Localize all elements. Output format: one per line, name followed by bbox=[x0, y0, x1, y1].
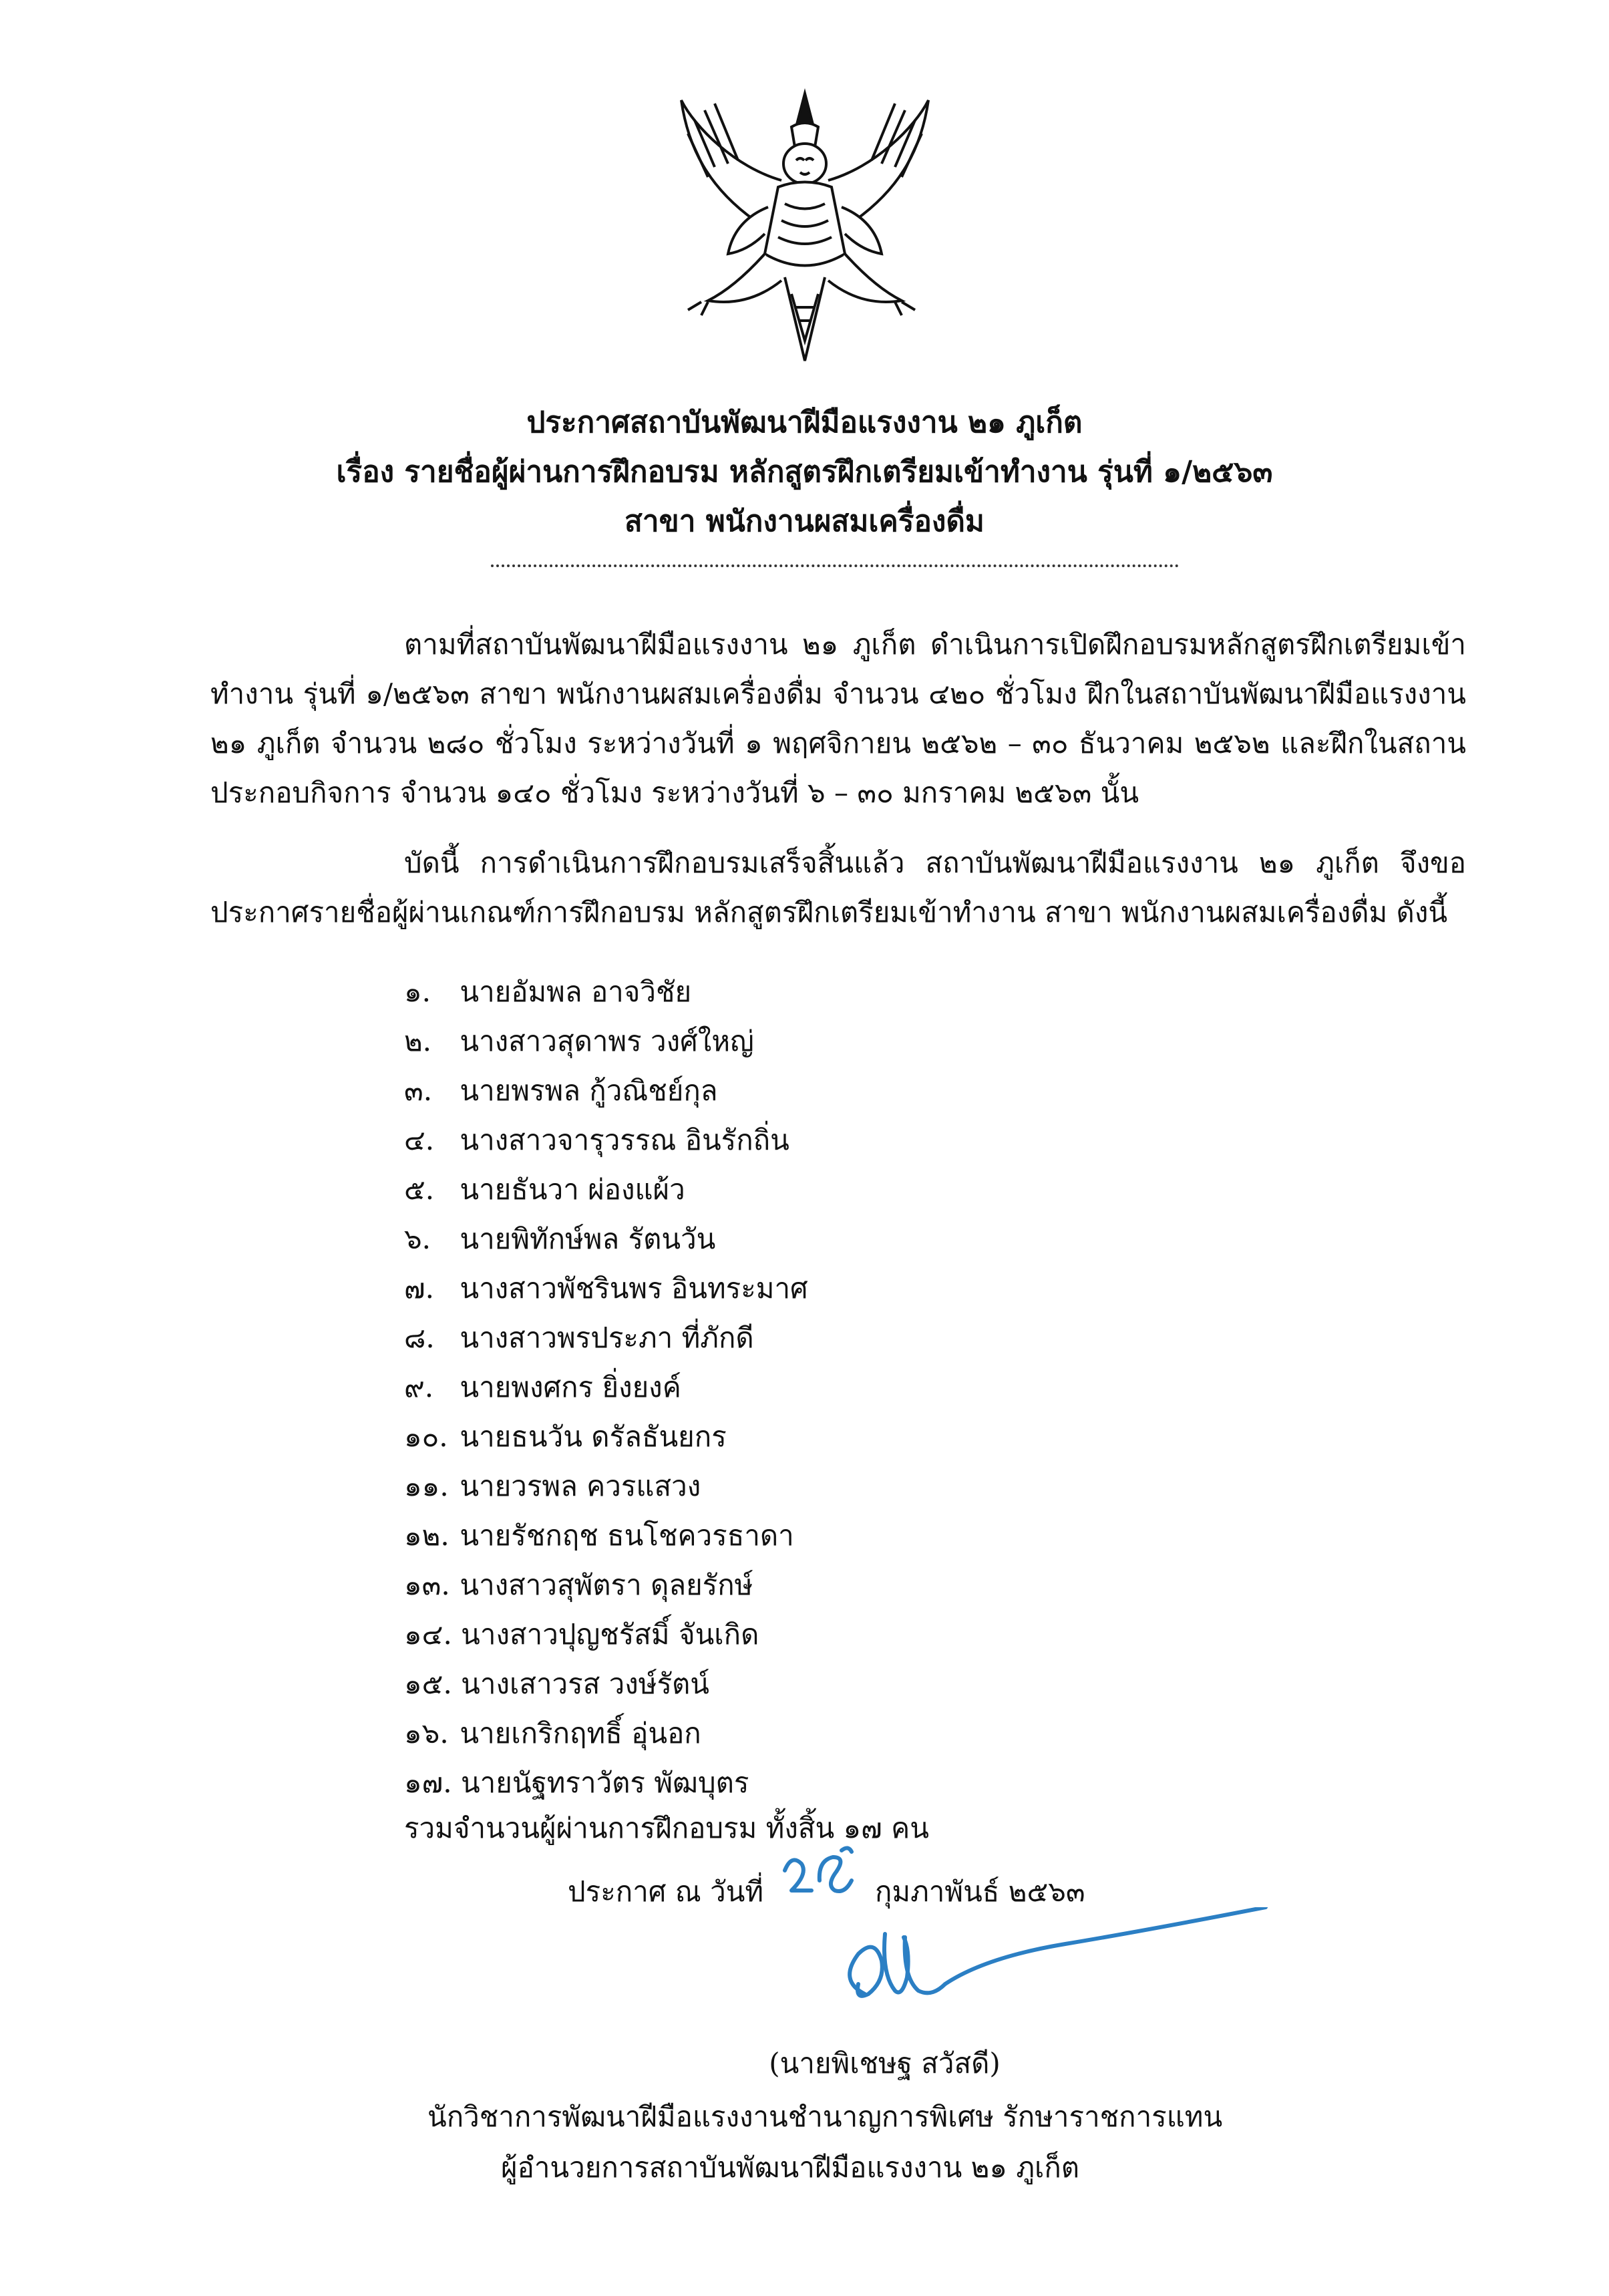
trainee-name: นางสาวพัชรินพร อินทระมาศ bbox=[460, 1272, 808, 1305]
trainee-list-item bbox=[404, 1264, 808, 1313]
trainee-list-item bbox=[404, 1511, 808, 1561]
trainee-list-item bbox=[404, 1214, 808, 1264]
trainee-name: นางเสาวรส วงษ์รัตน์ bbox=[461, 1667, 709, 1700]
trainee-list-item bbox=[404, 1363, 808, 1412]
trainee-number: ๑๖. bbox=[404, 1717, 449, 1750]
signer-position-line1: นักวิชาการพัฒนาฝีมือแรงงานชำนาญการพิเศษ รักษาราชการแทน bbox=[427, 2100, 1223, 2133]
garuda-emblem-icon bbox=[655, 87, 955, 367]
trainee-list-item bbox=[404, 1017, 808, 1066]
announcement-branch: สาขา พนักงานผสมเครื่องดื่ม bbox=[624, 504, 985, 538]
trainee-name-list bbox=[404, 967, 808, 1808]
trainee-list-item bbox=[404, 1313, 808, 1363]
announce-month-year: กุมภาพันธ์ ๒๕๖๓ bbox=[875, 1875, 1085, 1908]
intro-paragraph bbox=[210, 620, 1466, 818]
trainee-number: ๕. bbox=[404, 1173, 435, 1206]
trainee-name: นายธนวัน ดรัลธันยกร bbox=[460, 1420, 727, 1453]
trainee-list-item bbox=[404, 967, 808, 1017]
total-count-line: รวมจำนวนผู้ผ่านการฝึกอบรม ทั้งสิ้น ๑๗ คน bbox=[404, 1812, 929, 1844]
trainee-number: ๔. bbox=[404, 1124, 435, 1156]
dotted-divider bbox=[491, 564, 1179, 567]
trainee-name: นายวรพล ควรแสวง bbox=[460, 1470, 701, 1502]
result-paragraph bbox=[210, 838, 1466, 937]
trainee-list-item bbox=[404, 1758, 808, 1808]
trainee-number: ๖. bbox=[404, 1222, 431, 1255]
trainee-number: ๓. bbox=[404, 1074, 433, 1107]
trainee-list-item bbox=[404, 1066, 808, 1116]
trainee-name: นายพิทักษ์พล รัตนวัน bbox=[460, 1222, 716, 1255]
trainee-number: ๗. bbox=[404, 1272, 434, 1305]
trainee-list-item bbox=[404, 1610, 808, 1659]
trainee-list-item bbox=[404, 1659, 808, 1709]
trainee-number: ๙. bbox=[404, 1371, 434, 1404]
trainee-name: นางสาวปุญชรัสมิ์ จันเกิด bbox=[461, 1618, 759, 1651]
trainee-number: ๑๑. bbox=[404, 1470, 449, 1502]
trainee-name: นายอัมพล อาจวิชัย bbox=[460, 975, 692, 1008]
trainee-number: ๑๔. bbox=[404, 1618, 452, 1651]
signature-icon bbox=[825, 1907, 1292, 2047]
trainee-number: ๘. bbox=[404, 1321, 435, 1354]
trainee-number: ๑๒. bbox=[404, 1519, 450, 1552]
trainee-number: ๑๕. bbox=[404, 1667, 452, 1700]
handwritten-day-icon bbox=[778, 1844, 858, 1904]
trainee-name: นายเกริกฤทธิ์ อุ่นอก bbox=[460, 1717, 701, 1750]
trainee-name: นายพรพล กู้วณิชย์กุล bbox=[460, 1074, 718, 1107]
trainee-list-item bbox=[404, 1412, 808, 1462]
trainee-list-item bbox=[404, 1462, 808, 1511]
trainee-name: นางสาวพรประภา ที่ภักดี bbox=[460, 1321, 754, 1354]
trainee-name: นางสาวจารุวรรณ อินรักถิ่น bbox=[460, 1124, 789, 1156]
trainee-name: นายรัชกฤช ธนโชควรธาดา bbox=[460, 1519, 794, 1552]
announce-date-prefix: ประกาศ ณ วันที่ bbox=[568, 1875, 764, 1908]
trainee-name: นายนัฐทราวัตร พัฒบุตร bbox=[460, 1766, 749, 1799]
trainee-number: ๑๓. bbox=[404, 1569, 450, 1601]
result-paragraph-text: บัดนี้ การดำเนินการฝึกอบรมเสร็จสิ้นแล้ว สถาบันพัฒนาฝีมือแรงงาน ๒๑ ภูเก็ต จึงขอประกาศรายชื่อผู้ผ่านเกณฑ์การฝึกอบรม หลักสูตรฝึกเตรียมเข้าทำงาน สาขา พนักงานผสมเครื่องดื่ม ดังนี้ bbox=[210, 846, 1466, 929]
trainee-number: ๒. bbox=[404, 1025, 432, 1057]
trainee-number: ๑๐. bbox=[404, 1420, 448, 1453]
announcement-title: ประกาศสถาบันพัฒนาฝีมือแรงงาน ๒๑ ภูเก็ต bbox=[526, 405, 1083, 440]
intro-paragraph-text: ตามที่สถาบันพัฒนาฝีมือแรงงาน ๒๑ ภูเก็ต ดำเนินการเปิดฝึกอบรมหลักสูตรฝึกเตรียมเข้าทำงาน รุ่นที่ ๑/๒๕๖๓ สาขา พนักงานผสมเครื่องดื่ม จำนวน ๔๒๐ ชั่วโมง ฝึกในสถาบันพัฒนาฝีมือแรงงาน ๒๑ ภูเก็ต จำนวน ๒๘๐ ชั่วโมง ระหว่างวันที่ ๑ พฤศจิกายน ๒๕๖๒ – ๓๐ ธันวาคม ๒๕๖๒ และฝึกในสถานประกอบกิจการ จำนวน ๑๔๐ ชั่วโมง ระหว่างวันที่ ๖ – ๓๐ มกราคม ๒๕๖๓ นั้น bbox=[210, 628, 1466, 809]
trainee-name: นางสาวสุพัตรา ดุลยรักษ์ bbox=[460, 1569, 753, 1601]
trainee-list-item bbox=[404, 1116, 808, 1165]
trainee-list-item bbox=[404, 1165, 808, 1214]
trainee-name: นางสาวสุดาพร วงศ์ใหญ่ bbox=[460, 1025, 754, 1057]
signer-position-line2: ผู้อำนวยการสถาบันพัฒนาฝีมือแรงงาน ๒๑ ภูเก็ต bbox=[501, 2151, 1080, 2184]
trainee-name: นายธันวา ผ่องแผ้ว bbox=[460, 1173, 685, 1206]
trainee-list-item bbox=[404, 1561, 808, 1610]
trainee-list-item bbox=[404, 1709, 808, 1758]
trainee-number: ๑๗. bbox=[404, 1766, 452, 1799]
trainee-number: ๑. bbox=[404, 975, 431, 1008]
signer-name: (นายพิเชษฐ สวัสดี) bbox=[769, 2047, 1001, 2080]
trainee-name: นายพงศกร ยิ่งยงค์ bbox=[460, 1371, 681, 1404]
announcement-subject: เรื่อง รายชื่อผู้ผ่านการฝึกอบรม หลักสูตรฝึกเตรียมเข้าทำงาน รุ่นที่ ๑/๒๕๖๓ bbox=[336, 455, 1273, 489]
